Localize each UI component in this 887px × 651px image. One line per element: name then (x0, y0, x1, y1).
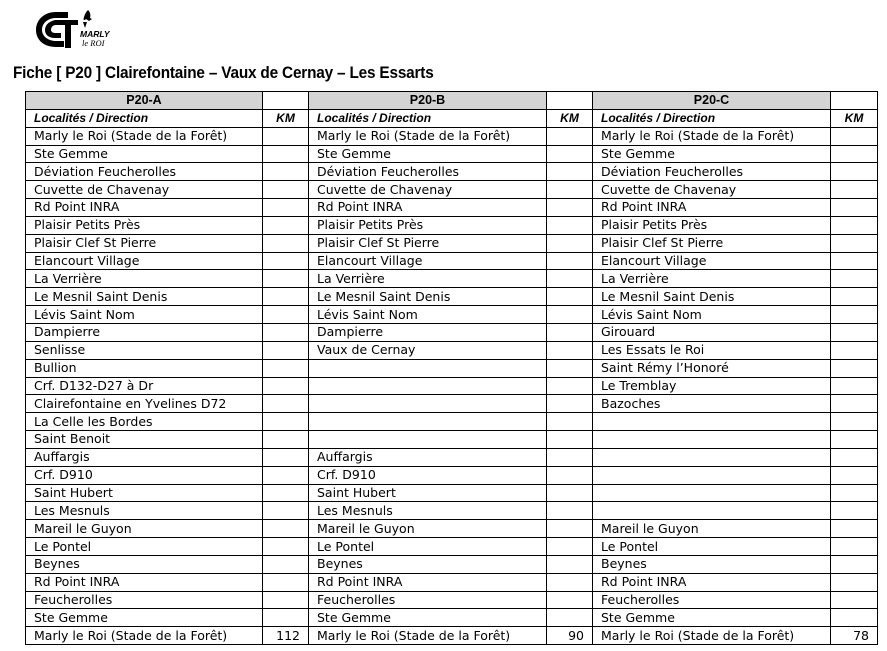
route-a-place: Feucherolles (26, 591, 263, 609)
route-c-km (831, 359, 878, 377)
route-a-place: Plaisir Clef St Pierre (26, 234, 263, 252)
route-c-place: Cuvette de Chavenay (593, 181, 831, 199)
route-a-place: Lévis Saint Nom (26, 306, 263, 324)
route-b-km (547, 163, 593, 181)
route-b-place: Lévis Saint Nom (309, 306, 547, 324)
route-b-km (547, 199, 593, 217)
route-c-place: Saint Rémy l’Honoré (593, 359, 831, 377)
route-a-place: Ste Gemme (26, 609, 263, 627)
table-row (26, 270, 878, 288)
route-a-place: Auffargis (26, 448, 263, 466)
route-table (25, 91, 878, 645)
route-c-km (831, 270, 878, 288)
route-b-km (547, 555, 593, 573)
route-b-km-header: KM (547, 109, 593, 127)
table-row (26, 413, 878, 431)
route-header-row (26, 92, 878, 110)
route-c-place: Le Pontel (593, 538, 831, 556)
route-c-place (593, 431, 831, 449)
route-c-place (593, 502, 831, 520)
route-c-km-header-blank (831, 92, 878, 110)
route-b-km (547, 323, 593, 341)
route-b-place: Le Mesnil Saint Denis (309, 288, 547, 306)
club-logo (34, 8, 110, 50)
route-c-place-header: Localités / Direction (593, 109, 831, 127)
route-b-km (547, 484, 593, 502)
route-a-km (263, 270, 309, 288)
route-a-km (263, 377, 309, 395)
route-a-km (263, 216, 309, 234)
route-a-place: Beynes (26, 555, 263, 573)
route-a-km (263, 538, 309, 556)
table-row (26, 538, 878, 556)
route-c-place: Le Tremblay (593, 377, 831, 395)
route-c-km (831, 127, 878, 145)
route-a-place: Ste Gemme (26, 145, 263, 163)
route-a-km-header: KM (263, 109, 309, 127)
route-b-place: La Verrière (309, 270, 547, 288)
page-title: Fiche [ P20 ] Clairefontaine – Vaux de Cernay – Les Essarts (13, 64, 434, 82)
route-a-place: Le Pontel (26, 538, 263, 556)
route-a-place: Rd Point INRA (26, 199, 263, 217)
route-c-place: Mareil le Guyon (593, 520, 831, 538)
route-a-km (263, 323, 309, 341)
route-c-place: Ste Gemme (593, 609, 831, 627)
route-b-km (547, 591, 593, 609)
route-c-place: Feucherolles (593, 591, 831, 609)
route-b-km (547, 413, 593, 431)
table-row (26, 199, 878, 217)
route-c-place: Plaisir Petits Près (593, 216, 831, 234)
route-c-place: Marly le Roi (Stade de la Forêt) (593, 627, 831, 645)
route-c-km (831, 341, 878, 359)
route-a-place: Rd Point INRA (26, 573, 263, 591)
route-b-km: 90 (547, 627, 593, 645)
table-row (26, 609, 878, 627)
route-c-km (831, 555, 878, 573)
route-b-place: Dampierre (309, 323, 547, 341)
route-a-km (263, 306, 309, 324)
route-b-km (547, 145, 593, 163)
route-c-km (831, 181, 878, 199)
route-b-km (547, 609, 593, 627)
table-row (26, 306, 878, 324)
route-a-km (263, 127, 309, 145)
route-c-km (831, 252, 878, 270)
route-a-km (263, 555, 309, 573)
table-row (26, 216, 878, 234)
route-c-place (593, 484, 831, 502)
route-c-km (831, 538, 878, 556)
route-b-place: Cuvette de Chavenay (309, 181, 547, 199)
route-c-km (831, 520, 878, 538)
route-a-km (263, 448, 309, 466)
route-c-km (831, 216, 878, 234)
route-b-place: Beynes (309, 555, 547, 573)
route-b-place: Déviation Feucherolles (309, 163, 547, 181)
route-b-place: Crf. D910 (309, 466, 547, 484)
route-a-place: La Celle les Bordes (26, 413, 263, 431)
route-a-place: Déviation Feucherolles (26, 163, 263, 181)
route-c-km (831, 395, 878, 413)
route-c-km (831, 377, 878, 395)
route-a-km (263, 466, 309, 484)
route-b-place: Ste Gemme (309, 609, 547, 627)
table-row (26, 484, 878, 502)
route-c-km (831, 466, 878, 484)
route-a-place-header: Localités / Direction (26, 109, 263, 127)
route-a-km (263, 591, 309, 609)
route-c-place: Rd Point INRA (593, 199, 831, 217)
route-b-place: Plaisir Petits Près (309, 216, 547, 234)
table-row (26, 323, 878, 341)
route-c-place (593, 413, 831, 431)
route-a-km (263, 145, 309, 163)
route-b-place: Le Pontel (309, 538, 547, 556)
route-a-place: Saint Hubert (26, 484, 263, 502)
route-c-km (831, 591, 878, 609)
route-b-place-header: Localités / Direction (309, 109, 547, 127)
route-c-km (831, 413, 878, 431)
route-a-km (263, 341, 309, 359)
route-a-km (263, 199, 309, 217)
route-b-km (547, 234, 593, 252)
route-a-km (263, 573, 309, 591)
route-a-km: 112 (263, 627, 309, 645)
route-c-km (831, 323, 878, 341)
route-b-place (309, 413, 547, 431)
route-c-km (831, 484, 878, 502)
route-c-place (593, 448, 831, 466)
route-b-km (547, 395, 593, 413)
route-b-km (547, 538, 593, 556)
route-b-km (547, 448, 593, 466)
route-c-header: P20-C (593, 92, 831, 110)
route-a-km (263, 359, 309, 377)
route-c-place: Déviation Feucherolles (593, 163, 831, 181)
route-c-place: Marly le Roi (Stade de la Forêt) (593, 127, 831, 145)
route-c-km (831, 502, 878, 520)
route-b-km-header-blank (547, 92, 593, 110)
club-logo-text-bottom: le ROI (82, 38, 105, 48)
route-c-km (831, 573, 878, 591)
route-b-km (547, 502, 593, 520)
club-logo-text-top: MARLY (80, 29, 110, 39)
route-b-place: Auffargis (309, 448, 547, 466)
route-c-km (831, 448, 878, 466)
route-c-km (831, 145, 878, 163)
route-b-km (547, 270, 593, 288)
route-b-place: Saint Hubert (309, 484, 547, 502)
table-row (26, 573, 878, 591)
table-row (26, 448, 878, 466)
route-a-place: Dampierre (26, 323, 263, 341)
route-a-place: Bullion (26, 359, 263, 377)
table-row (26, 341, 878, 359)
route-b-km (547, 252, 593, 270)
route-a-place: Cuvette de Chavenay (26, 181, 263, 199)
route-b-header: P20-B (309, 92, 547, 110)
table-row (26, 288, 878, 306)
route-b-place: Marly le Roi (Stade de la Forêt) (309, 127, 547, 145)
table-row (26, 627, 878, 645)
route-a-place: Crf. D910 (26, 466, 263, 484)
route-a-place: La Verrière (26, 270, 263, 288)
table-row (26, 163, 878, 181)
route-c-place: La Verrière (593, 270, 831, 288)
route-a-km (263, 484, 309, 502)
table-row (26, 181, 878, 199)
table-row (26, 127, 878, 145)
route-a-place: Le Mesnil Saint Denis (26, 288, 263, 306)
route-b-place (309, 431, 547, 449)
route-a-km (263, 520, 309, 538)
route-c-km (831, 234, 878, 252)
route-c-place: Rd Point INRA (593, 573, 831, 591)
route-b-km (547, 359, 593, 377)
route-b-place: Marly le Roi (Stade de la Forêt) (309, 627, 547, 645)
table-row (26, 359, 878, 377)
table-row (26, 377, 878, 395)
route-c-km (831, 163, 878, 181)
route-b-km (547, 216, 593, 234)
route-b-km (547, 377, 593, 395)
route-b-place (309, 395, 547, 413)
route-b-km (547, 181, 593, 199)
table-row (26, 234, 878, 252)
route-table-body (26, 127, 878, 644)
table-row (26, 145, 878, 163)
route-b-place: Les Mesnuls (309, 502, 547, 520)
route-c-km (831, 199, 878, 217)
route-a-km (263, 609, 309, 627)
club-logo-mark (34, 8, 110, 50)
route-a-km-header-blank (263, 92, 309, 110)
route-b-km (547, 288, 593, 306)
table-row (26, 252, 878, 270)
route-a-place: Mareil le Guyon (26, 520, 263, 538)
route-a-place: Marly le Roi (Stade de la Forêt) (26, 127, 263, 145)
route-c-place: Beynes (593, 555, 831, 573)
route-b-place (309, 377, 547, 395)
route-a-place: Saint Benoit (26, 431, 263, 449)
route-subheader-row (26, 109, 878, 127)
route-a-place: Clairefontaine en Yvelines D72 (26, 395, 263, 413)
route-c-place: Ste Gemme (593, 145, 831, 163)
route-c-place (593, 466, 831, 484)
route-a-km (263, 252, 309, 270)
route-c-place: Girouard (593, 323, 831, 341)
route-a-header: P20-A (26, 92, 263, 110)
route-b-place: Ste Gemme (309, 145, 547, 163)
route-b-km (547, 341, 593, 359)
route-a-km (263, 181, 309, 199)
route-b-km (547, 573, 593, 591)
route-c-km-header: KM (831, 109, 878, 127)
route-b-km (547, 520, 593, 538)
route-a-km (263, 288, 309, 306)
route-c-km (831, 431, 878, 449)
route-a-km (263, 431, 309, 449)
route-c-km (831, 288, 878, 306)
table-row (26, 395, 878, 413)
route-a-km (263, 163, 309, 181)
route-a-km (263, 395, 309, 413)
route-b-place (309, 359, 547, 377)
route-c-place: Le Mesnil Saint Denis (593, 288, 831, 306)
route-b-km (547, 466, 593, 484)
route-c-km (831, 609, 878, 627)
route-c-place: Les Essats le Roi (593, 341, 831, 359)
route-c-place: Bazoches (593, 395, 831, 413)
route-b-place: Feucherolles (309, 591, 547, 609)
table-row (26, 555, 878, 573)
route-b-km (547, 431, 593, 449)
route-c-km (831, 306, 878, 324)
route-b-place: Plaisir Clef St Pierre (309, 234, 547, 252)
route-c-place: Elancourt Village (593, 252, 831, 270)
route-c-km: 78 (831, 627, 878, 645)
route-a-km (263, 234, 309, 252)
route-a-km (263, 502, 309, 520)
route-a-place: Les Mesnuls (26, 502, 263, 520)
route-b-place: Rd Point INRA (309, 573, 547, 591)
table-row (26, 431, 878, 449)
table-row (26, 502, 878, 520)
table-row (26, 466, 878, 484)
route-b-place: Mareil le Guyon (309, 520, 547, 538)
route-b-place: Vaux de Cernay (309, 341, 547, 359)
table-row (26, 591, 878, 609)
route-a-place: Elancourt Village (26, 252, 263, 270)
route-b-place: Elancourt Village (309, 252, 547, 270)
route-a-place: Crf. D132-D27 à Dr (26, 377, 263, 395)
table-row (26, 520, 878, 538)
route-a-place: Senlisse (26, 341, 263, 359)
route-b-place: Rd Point INRA (309, 199, 547, 217)
route-c-place: Plaisir Clef St Pierre (593, 234, 831, 252)
route-a-km (263, 413, 309, 431)
route-c-place: Lévis Saint Nom (593, 306, 831, 324)
route-a-place: Marly le Roi (Stade de la Forêt) (26, 627, 263, 645)
route-b-km (547, 306, 593, 324)
route-a-place: Plaisir Petits Près (26, 216, 263, 234)
route-b-km (547, 127, 593, 145)
